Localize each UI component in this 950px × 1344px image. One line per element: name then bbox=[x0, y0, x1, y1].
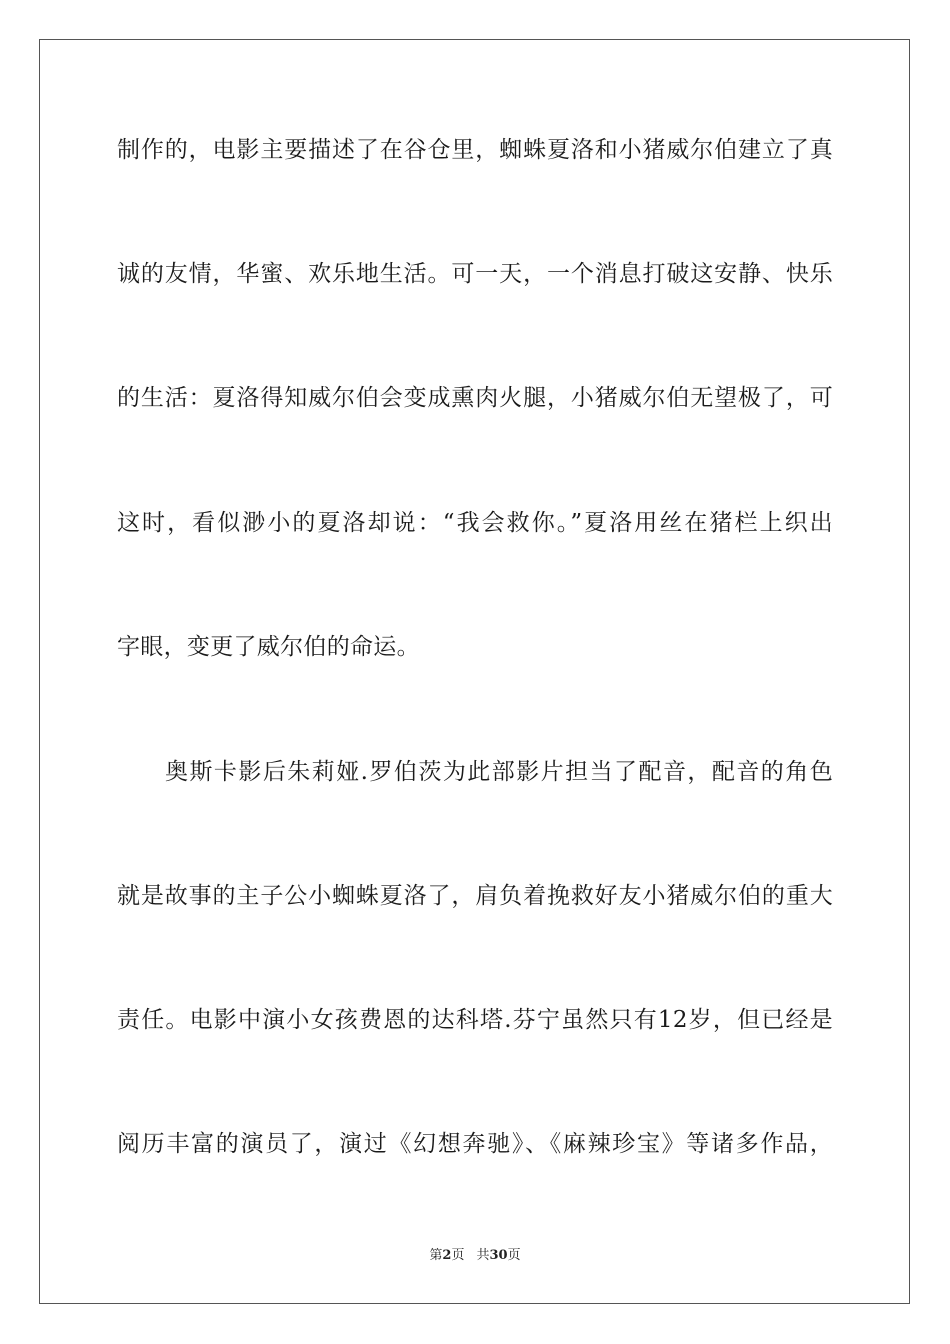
body-line-9: 阅历丰富的演员了，演过《幻想奔驰》、《麻辣珍宝》等诸多作品， bbox=[117, 1131, 833, 1157]
footer-total-number: 30 bbox=[489, 1248, 508, 1263]
body-line-2: 诚的友情，华蜜、欢乐地生活。可一天，一个消息打破这安静、快乐 bbox=[117, 261, 833, 287]
body-line-1: 制作的，电影主要描述了在谷仓里，蜘蛛夏洛和小猪威尔伯建立了真 bbox=[117, 137, 833, 163]
body-line-4: 这时，看似渺小的夏洛却说：“我会救你。”夏洛用丝在猪栏上织出 bbox=[117, 510, 833, 536]
page-footer bbox=[0, 1247, 950, 1265]
page-border bbox=[39, 39, 910, 1304]
body-line-3: 的生活：夏洛得知威尔伯会变成熏肉火腿，小猪威尔伯无望极了，可 bbox=[117, 385, 833, 411]
footer-total-prefix: 共 bbox=[476, 1248, 490, 1263]
footer-page-number: 2 bbox=[442, 1248, 452, 1263]
body-line-7: 就是故事的主子公小蜘蛛夏洛了，肩负着挽救好友小猪威尔伯的重大 bbox=[117, 883, 833, 909]
body-line-5: 字眼，变更了威尔伯的命运。 bbox=[117, 634, 420, 660]
body-line-8: 责任。电影中演小女孩费恩的达科塔.芬宁虽然只有12岁，但已经是 bbox=[117, 1007, 833, 1033]
footer-page-suffix: 页 bbox=[451, 1248, 465, 1263]
footer-total-suffix: 页 bbox=[507, 1248, 521, 1263]
body-line-6: 奥斯卡影后朱莉娅.罗伯茨为此部影片担当了配音，配音的角色 bbox=[165, 759, 833, 785]
footer-page-prefix: 第 bbox=[429, 1248, 443, 1263]
